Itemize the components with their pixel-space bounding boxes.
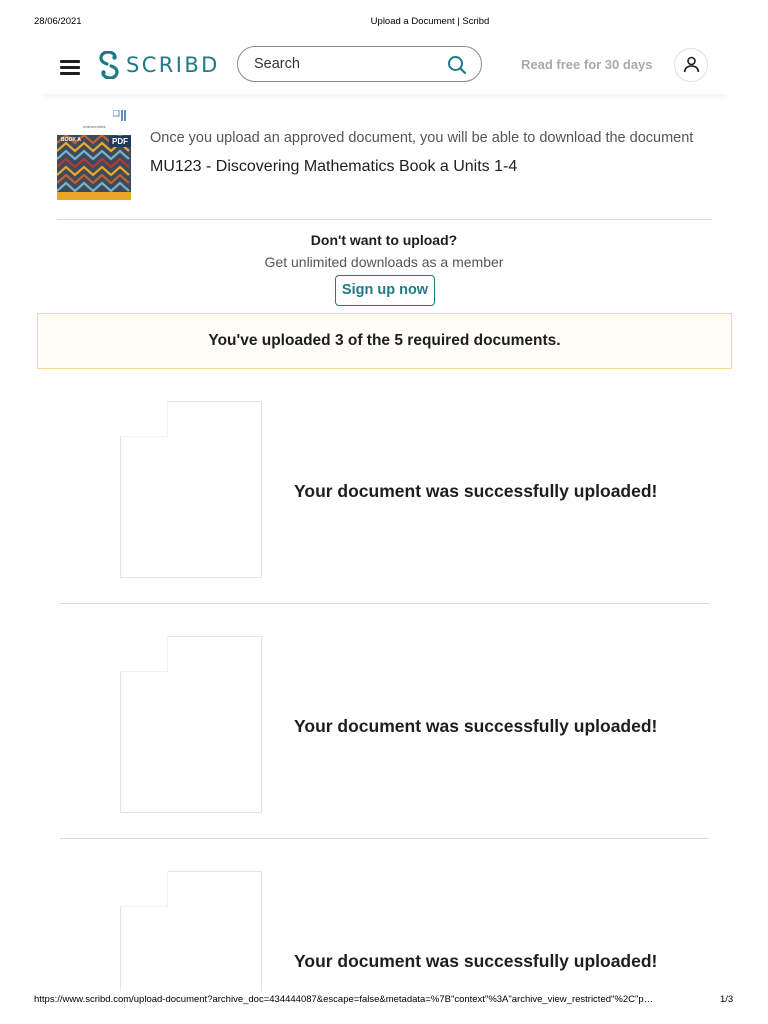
publisher-logo-icon <box>113 110 127 122</box>
print-title: Upload a Document | Scribd <box>370 16 490 27</box>
document-title[interactable]: MU123 - Discovering Mathematics Book a Units 1-4 <box>150 158 518 175</box>
pdf-badge: PDF <box>109 136 131 147</box>
uploaded-document-row <box>60 401 709 604</box>
top-navigation-bar <box>38 40 732 94</box>
upload-progress-banner: You've uploaded 3 of the 5 required documents. <box>37 313 732 369</box>
print-date: 28/06/2021 <box>34 16 82 27</box>
account-button[interactable] <box>674 48 708 82</box>
print-url: https://www.scribd.com/upload-document?archive_doc=434444087&escape=false&metadata=%7B"context"%3A"archive_view_restricted"%2C"p… <box>34 994 654 1005</box>
menu-icon[interactable] <box>60 60 80 74</box>
scribd-logo[interactable] <box>98 50 220 80</box>
sign-up-button[interactable]: Sign up now <box>335 275 435 306</box>
search-placeholder: Search <box>254 56 300 72</box>
uploaded-document-thumbnail <box>120 636 262 813</box>
search-icon[interactable] <box>447 55 467 75</box>
membership-subtext: Get unlimited downloads as a member <box>264 254 504 270</box>
document-info <box>57 108 712 220</box>
membership-question: Don't want to upload? <box>310 232 458 248</box>
upload-success-message: Your document was successfully uploaded! <box>294 951 658 971</box>
print-page-number: 1/3 <box>720 994 734 1005</box>
print-footer <box>0 994 768 1008</box>
upload-success-message: Your document was successfully uploaded! <box>294 716 658 736</box>
cover-label: BOOK A <box>61 137 81 143</box>
upload-success-message: Your document was successfully uploaded! <box>294 481 658 501</box>
print-header <box>0 16 768 30</box>
document-thumbnail[interactable]: mathematics BOOK A PDF <box>57 108 131 200</box>
read-free-link[interactable]: Read free for 30 days <box>521 57 653 72</box>
uploaded-document-thumbnail <box>120 871 262 991</box>
search-input[interactable] <box>237 46 482 82</box>
membership-prompt <box>0 232 768 298</box>
user-icon <box>683 56 700 73</box>
brand-name: SCRIBD <box>126 53 220 77</box>
uploaded-document-thumbnail <box>120 401 262 578</box>
upload-note: Once you upload an approved document, you will be able to download the document <box>150 130 694 146</box>
scribd-logo-icon <box>98 51 120 79</box>
uploaded-document-row <box>60 871 709 991</box>
uploaded-document-row <box>60 636 709 839</box>
